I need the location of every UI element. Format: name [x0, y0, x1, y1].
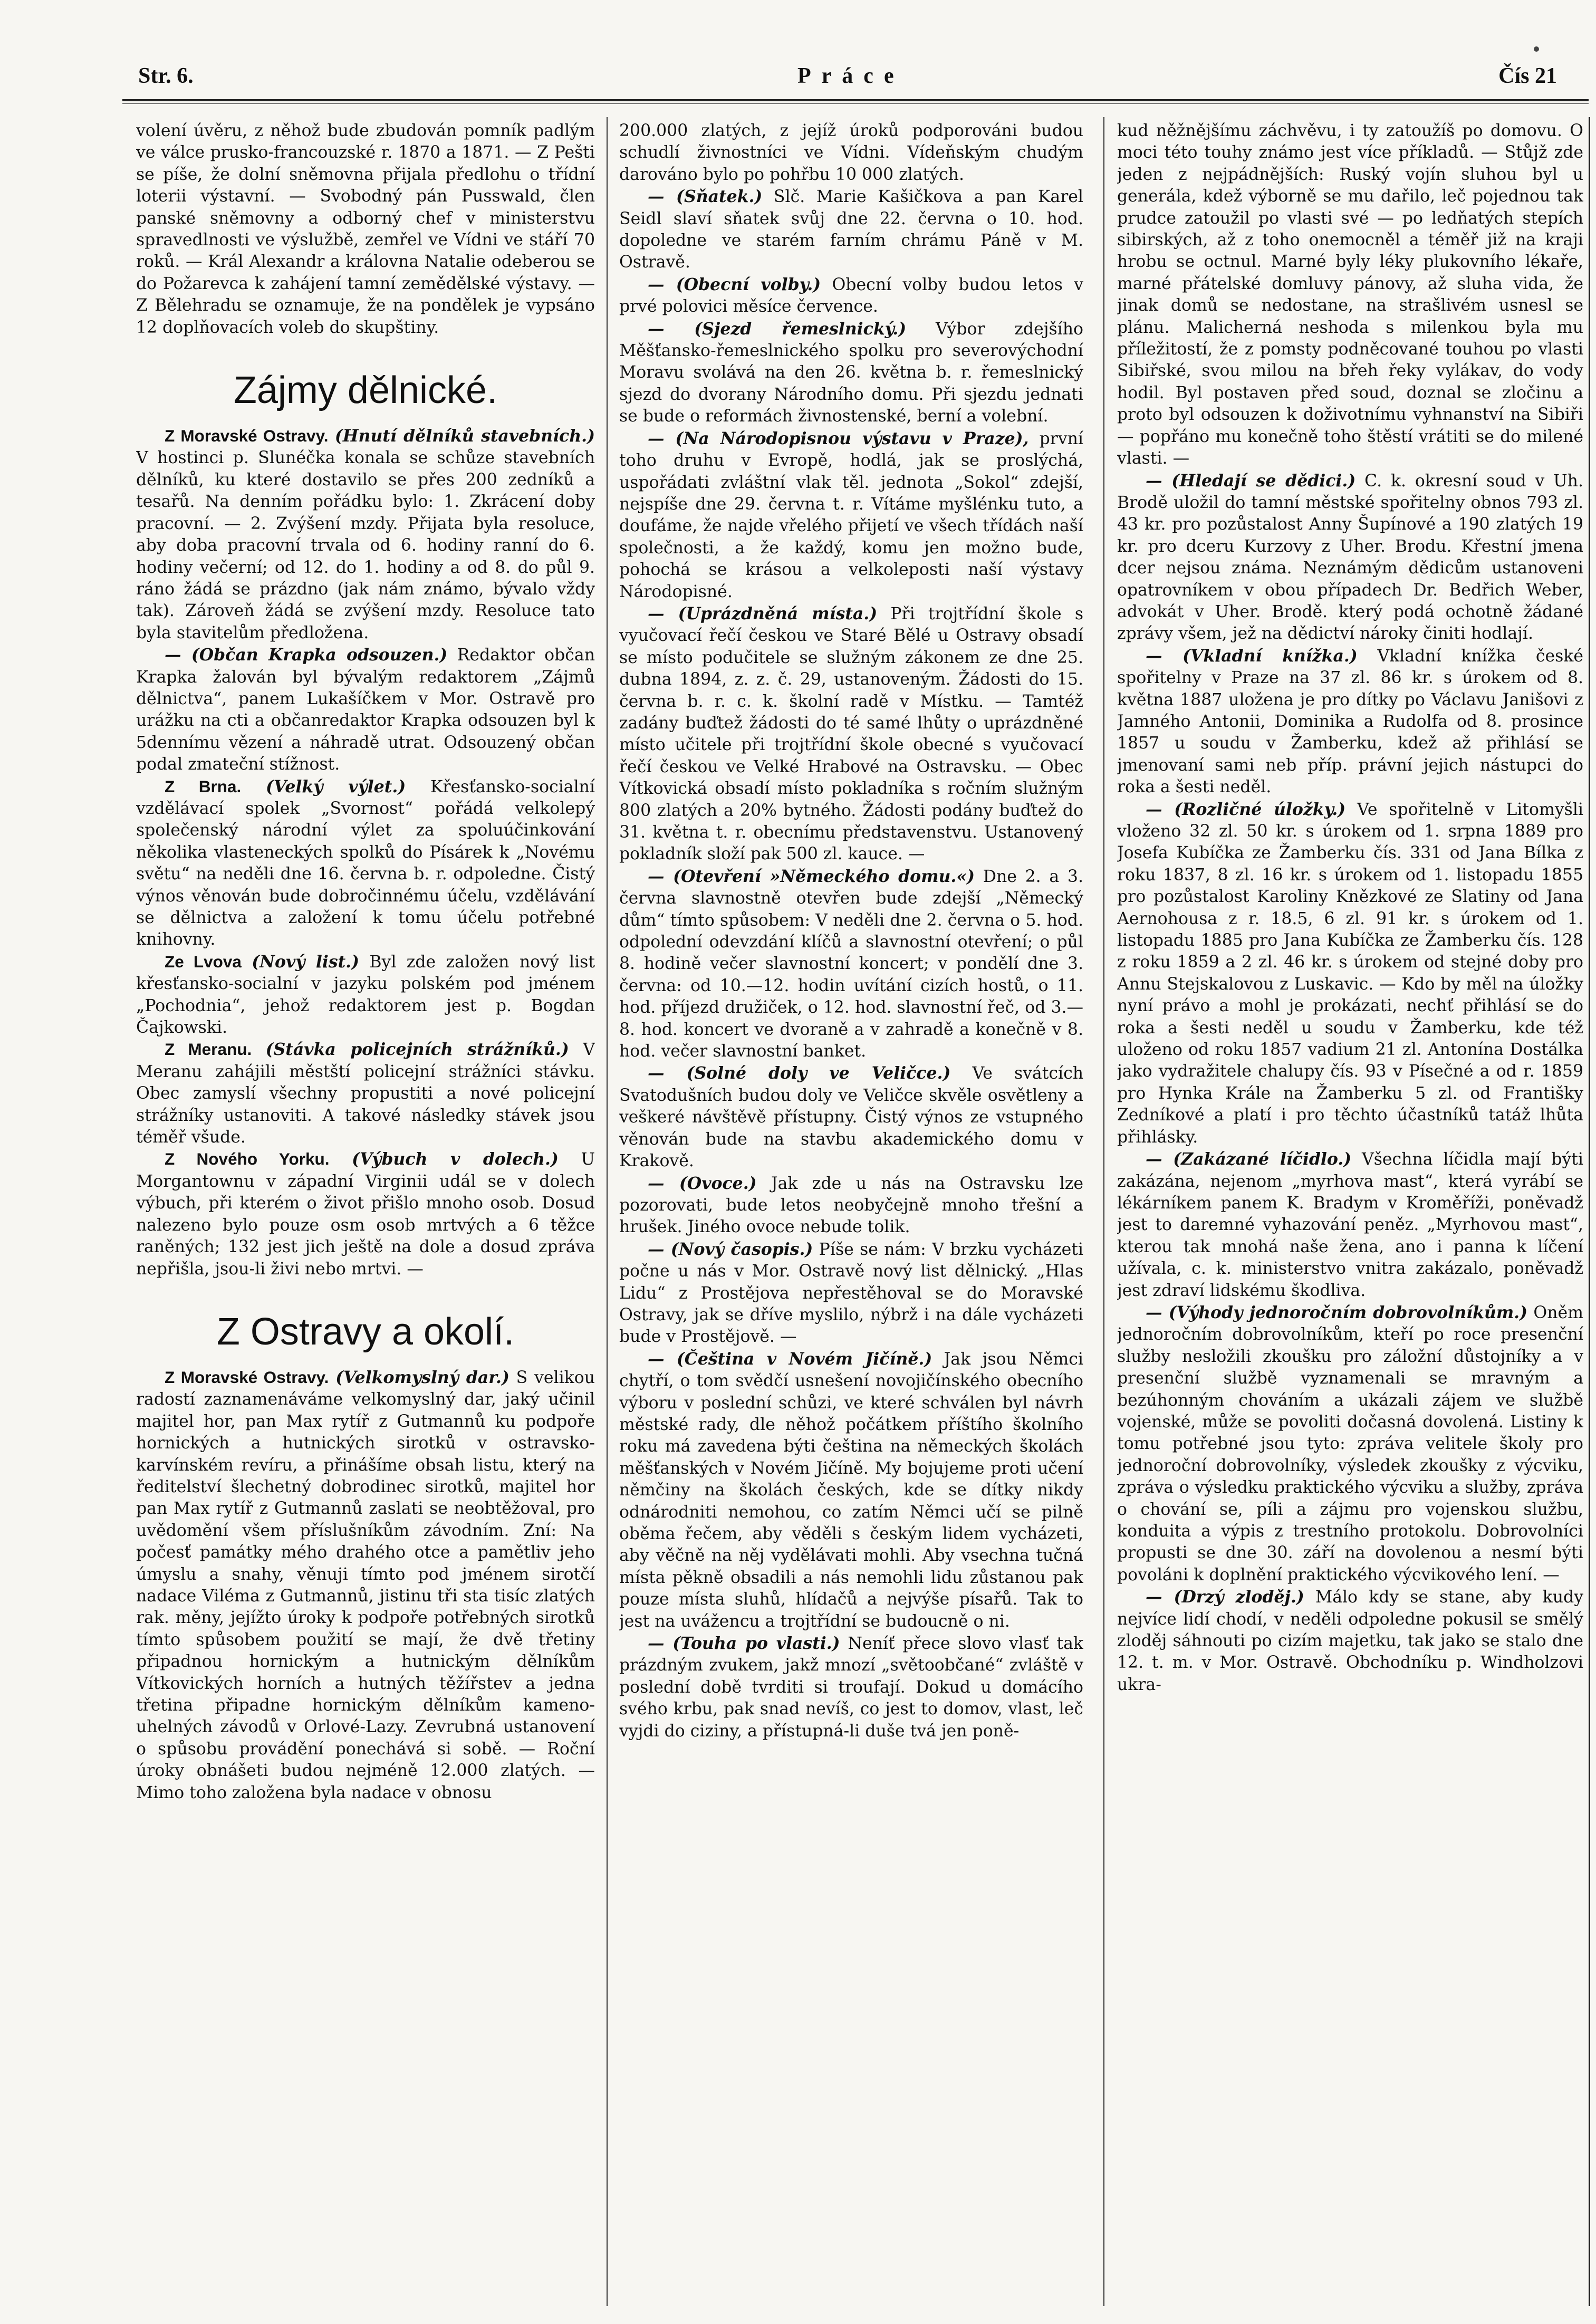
column-divider [1103, 117, 1104, 2306]
article-paragraph [619, 274, 1083, 318]
article-keyword: — (Solné doly ve Veličce.) [648, 1063, 951, 1083]
article-keyword: — (Nový časopis.) [648, 1239, 813, 1259]
article-keyword: — (Vkladní knížka.) [1146, 646, 1358, 666]
header-rule-thin [122, 103, 1589, 104]
article-text: C. k. okresní soud v Uh. Brodě uložil do tamní městské spořitelny obnos 793 zl. 43 kr. pro pozůstalost Anny Šupínové a 190 zlatých 19 kr. pro dceru Kurzovy z Uher. Brodu. Křestní jmena dcer nejsou známa. Neznámým dědicům ustanoveni opatrovníkem v obou případech Dr. Bedřich Weber, advokát v Uher. Brodě. který podá ochotně žádané zprávy všem, jež na dědictví nároky činiti hodlají. [1117, 471, 1583, 644]
article-keyword: — (Touha po vlasti.) [648, 1634, 840, 1654]
article-paragraph: kud něžnějšímu záchvěvu, i ty zatoužíš po domovu. O moci této touhy známo jest více příkladů. — Stůjž zde jeden z nejpádnějších: Ruský vojín sluhou byl u generála, kdež výborně se mu dařilo, leč pojednou tak prudce zatoužil po vlasti své — po ledňatých stepích sibirských, až z toho onemocněl a téměř již na kraji hrobu se octnul. Marné byly léky plukovního lékaře, marné přátelské domluvy pánovy, až sluha vida, že jinak domů se nedostane, na strašlivém usnesl se plánu. Malicherná neshoda s milenkou byla mu příležitostí, že z pomsty podněcované touhou po vlasti Sibiřské, svou milou na břeh řeky vylákav, do vody hodil. Byl postaven před soud, doznal se zločinu a proto byl odsouzen k doživotnímu vyhnanství na Sibiři — popřáno mu konečně toho štěstí vrátiti se do milené vlasti. — [1117, 121, 1583, 468]
article-text: Ve svátcích Svatodušních budou doly ve Veličce skvěle osvětleny a veškeré návštěvě přístupny. Čistý výnos ze vstupného věnován bude na stavbu akademického domu v Krakově. [619, 1064, 1083, 1171]
article-keyword: (Stávka policejních strážníků.) [265, 1040, 569, 1060]
dateline: Ze Lvova [165, 952, 242, 971]
article-text: Oněm jednoročním dobrovolníkům, kteří po roce presenční služby nesložili zkoušku pro záložní důstojníky a v presenční službě vyznamenali se mravným a bezúhonným chováním a ukázali zájem ve službě vojenské, může se povoliti dočasná dovolená. Listiny k tomu potřebné jsou tyto: zpráva velitele školy pro jednoroční dobrovolníky, výsledek zkoušky z výcviku, zpráva o výsledku praktického výcviku a služby, zpráva o chování se, píli a zájmu pro vojenskou službu, konduita a výpis z trestního protokolu. Dobrovolníci propusti se dne 30. září na dovolenou a nesmí býti povoláni k doplnění praktického výcvikového lení. — [1117, 1303, 1583, 1584]
article-keyword: — (Hledají se dědici.) [1146, 470, 1356, 491]
article-paragraph [136, 644, 595, 775]
ink-dot [1534, 46, 1539, 52]
article-keyword: — (Sjezd řemeslnický.) [648, 319, 907, 339]
page-number: Str. 6. [138, 64, 194, 88]
article-paragraph [1117, 470, 1583, 645]
column-2 [619, 120, 1083, 2304]
article-text: Dne 2. a 3. června slavnostně otevřen bude zdejší „Německý dům“ tímto spůsobem: V neděli dne 2. června o 5. hod. odpolední odevzdání klíčů a slavnostní otevření; o půl 8. hodině večer slavnostní koncert; v pondělí dne 3. června: od 10.—12. hodin uvítání cizích hostů, o 11. hod. příjezd družiček, o 12. hod. slavnostní řeč, od 3.—8. hod. koncert ve dvoraně a v zahradě a konečně v 8. hod. večer slavnostní banket. [619, 867, 1083, 1061]
article-keyword: (Velký výlet.) [265, 776, 406, 796]
article-keyword: — (Výhody jednoročním dobrovolníkům.) [1146, 1302, 1528, 1322]
article-text: Výbor zdejšího Měšťansko-řemeslnického spolku pro severovýchodní Moravu svolává na den 26. května b. r. řemeslnický sjezd do dvorany Národního domu. Při sjezdu jednati se bude o reformách živnostenské, berní a volební. [619, 319, 1083, 426]
dateline: Z Moravské Ostravy. [165, 1367, 329, 1387]
article-text: Neníť přece slovo vlasť tak prázdným zvukem, jakž mnozí „světoobčané“ zvláště v poslední době tvrditi si troufají. Dokud u domácího svého krbu, pak snad nevíš, co jest to domov, vlast, leč vyjdi do ciziny, a přístupná-li duše tvá jen poně- [619, 1634, 1083, 1741]
article-paragraph [136, 776, 595, 951]
article-paragraph [619, 866, 1083, 1063]
issue-number: Čís 21 [1498, 64, 1557, 88]
article-paragraph [619, 603, 1083, 866]
article-paragraph [1117, 1302, 1583, 1586]
dateline: Z Moravské Ostravy. [165, 426, 329, 446]
article-paragraph [619, 1632, 1083, 1742]
column-3 [1117, 120, 1583, 2304]
article-paragraph [1117, 1586, 1583, 1696]
section-heading: Zájmy dělnické. [233, 369, 498, 412]
article-text: V Meranu zahájili městští policejní strážníci stávku. Obec zamyslí všechny propustiti a nové policejní strážníky ustanoviti. A takové následky stávek jsou téměř všude. [136, 1040, 595, 1147]
article-text: V hostinci p. Slunéčka konala se schůze stavebních dělníků, ku které dostavilo se přes 200 zedníků a tesařů. Na denním pořádku bylo: 1. Zkrácení doby pracovní. — 2. Zvýšení mzdy. Přijata byla resoluce, aby doba pracovní trvala od 6. hodiny ranní do 6. hodiny večerní; od 12. do 1. hodiny a od 8. do půl 9. ráno žádá se prázdno (jak nám známo, bývalo vždy tak). Zároveň žádá se zvýšení mzdy. Resoluce tato byla stavitelům předložena. [136, 448, 595, 642]
article-paragraph [136, 1367, 595, 1804]
article-keyword: — (Sňatek.) [648, 187, 763, 207]
article-keyword: (Velkomyslný dar.) [335, 1367, 509, 1387]
article-text: U Morgantownu v západní Virginii udál se v dolech výbuch, při kterém o život přišlo mnoho osob. Dosud nalezeno bylo pouze osm osob mrtvých a 6 těžce raněných; 132 jest jich ještě na dole a dosud zpráva nepřišla, jsou-li živi nebo mrtvi. — [136, 1150, 595, 1279]
section-heading: Z Ostravy a okolí. [216, 1310, 515, 1353]
article-keyword: — (Občan Krapka odsouzen.) [165, 645, 448, 665]
article-paragraph [136, 951, 595, 1039]
article-paragraph [619, 186, 1083, 274]
article-paragraph [619, 1173, 1083, 1238]
article-keyword: — (Uprázdněná místa.) [648, 603, 878, 623]
article-keyword: — (Čeština v Novém Jičíně.) [648, 1349, 932, 1369]
article-text: Ve spořitelně v Litomyšli vloženo 32 zl. 50 kr. s úrokem od 1. srpna 1889 pro Josefa Kubíčka ze Žamberku čís. 331 od Jana Bílka z roku 1837, 8 zl. 16 kr. s úrokem od 1. listopadu 1855 pro pozůstalost Karoliny Knězkové ze Slatiny od Jana Aernohousa z r. 18.5, 6 zl. 91 kr. s úrokem od 1. listopadu 1885 pro Jana Kubíčka ze Žamberku čís. 128 z roku 1859 a 2 zl. 46 kr. s úrokem od stejné doby pro Annu Stejskalovou z Luskavic. — Kdo by měl na úložky nyní právo a mohl je prokázati, nechť přihlásí se do roka a šesti neděl u soudu v Žamberku, kde též uloženo od roku 1857 vadium 21 zl. Antonína Dostálka jako vydražitele chalupy čís. 93 v Písečné a od r. 1859 pro Hynka Krále na Žamberku 5 zl. od Františky Zedníkové a platí i pro těchto účastníků tatáž lhůta přihlásky. [1117, 800, 1583, 1147]
dateline: Z Meranu. [165, 1040, 252, 1059]
article-text: Slč. Marie Kašičkova a pan Karel Seidl slaví sňatek svůj dne 22. června o 10. hod. dopoledne ve starém farním chrámu Páně v M. Ostravě. [619, 187, 1083, 272]
article-keyword: — (Rozličné úložky.) [1146, 799, 1346, 819]
article-text: Všechna líčidla mají býti zakázána, nejenom „myrhova mast“, která vyrábí se lékárníkem panem K. Bradym v Kroměříži, poněvadž jest to daremné vyhazování peněz. „Myrhovou mast“, kterou tak mnohá naše žena, ano i panna k líčení užívala, c. k. ministerstvo vnitra zakázalo, poněvadž jest zdraví lidskému škodliva. [1117, 1150, 1583, 1300]
article-keyword: — (Obecní volby.) [648, 274, 821, 294]
page-edge-rule [1589, 117, 1590, 2306]
article-text: Při trojtřídní škole s vyučovací řečí českou ve Staré Bělé u Ostravy obsadí se místo podučitele se služným zákonem ze dne 25. dubna 1894, z. z. č. 29, ustanoveným. Žádosti do 15. června b. r. c. k. školní radě v Místku. — Tamtéž zadány buďtež žádosti do té samé lhůty o uprázdněné místo učitele při trojtřídní škole obecné s vyučovací řečí českou ve Velké Hrabové na Ostravsku. — Obec Vítkovická obsadí místo pokladníka s ročním služným 800 zlatých a 20% bytného. Žádosti podány buďtež do 31. května t. r. obecnímu představenstvu. Ustanovený pokladník složí pak 500 zl. kauce. — [619, 604, 1083, 864]
article-paragraph [1117, 1148, 1583, 1302]
article-keyword: (Výbuch v dolech.) [352, 1149, 559, 1169]
article-text: Redaktor občan Krapka žalován byl bývalým redaktorem „Zájmů dělnictva“, panem Lukašíčkem v Mor. Ostravě pro urážku na cti a občanredaktor Krapka odsouzen byl k 5dennímu vězení a náhradě utrat. Odsouzený občan podal zmateční stížnost. [136, 646, 595, 774]
article-paragraph: 200.000 zlatých, z jejíž úroků podporováni budou schudlí živnostníci ve Vídni. Vídeňským chudým darováno bylo po pohřbu 10 000 zlatých. [619, 121, 1083, 184]
article-paragraph [1117, 645, 1583, 799]
dateline: Z Brna. [165, 776, 242, 796]
article-text: Obecní volby budou letos v prvé polovici měsíce července. [619, 275, 1083, 316]
column-1 [136, 120, 595, 2304]
article-paragraph [619, 318, 1083, 428]
article-paragraph: volení úvěru, z něhož bude zbudován pomník padlým ve válce prusko-francouzské r. 1870 a 1871. — Z Pešti se píše, že dolní sněmovna přijala předlohu o třídní loterii výstavní. — Svobodný pán Pusswald, člen panské sněmovny a odborný chef v ministerstvu spravedlnosti ve výslužbě, zemřel ve Vídni ve stáří 70 roků. — Král Alexandr a královna Natalie odeberou se do Požarevca k zahájení tamní zemědělské výstavy. — Z Bělehradu se oznamuje, že na pondělek je vypsáno 12 doplňovacích voleb do skupštiny. [136, 121, 595, 337]
article-paragraph [619, 1238, 1083, 1348]
article-text: Jak jsou Němci chytří, o tom svědčí usnešení novojičínského obecního výboru v poslední schůzi, ve které schválen byl návrh městské rady, dle něhož počátkem příštího školního roku má zavedena býti čeština na německých školách měšťanských v Novém Jičíně. My bojujeme proti učení němčiny na školách českých, kde se dítky nikdy odnárodniti nemohou, co zatím Němci učí se pilně oběma řečem, aby věděli s českým lidem vycházeti, aby věčně na něj vydělávati mohli. Aby vsechna tučná místa pěkně obsadili a nás nemohli lidu zůstanou pak pouze místa sluhů, hlídačů a nejvýše písařů. Tak to jest na uvážencu a trojtřídní se budoucně o ni. [619, 1349, 1083, 1631]
article-paragraph [619, 428, 1083, 603]
article-text: Píše se nám: V brzku vycházeti počne u nás v Mor. Ostravě nový list dělnický. „Hlas Lidu“ z Prostějova nepřestěhoval se do Moravské Ostravy, jak se dříve myslilo, nýbrž i na dále vycházeti bude v Prostějově. — [619, 1240, 1083, 1347]
newspaper-title: Práce [797, 64, 905, 88]
article-text: S velikou radostí zaznamenáváme velkomyslný dar, jaký učinil majitel hor, pan Max rytíř z Gutmannů ku podpoře hornických a hutnických sirotků v ostravsko-karvínském revíru, a přinášíme obsah listu, který na ředitelství šlechetný dobrodinec sirotků, majitel hor pan Max rytíř z Gutmannů zaslati se neobtěžoval, pro uvědomění všem příslušníkům závodním. Zní: Na počesť památky mého drahého otce a pamětliv jeho úmyslu a snahy, věnuji tímto pod jménem sirotčí nadace Viléma z Gutmannů, jistinu tři sta tisíc zlatých rak. měny, jejížto úroky k podpoře potřebných sirotků tímto spůsobem použití se mají, že dvě třetiny připadnou hornickým a hutnickým dělníkům Vítkovických horních a hutných těžířstev a jedna třetina připadne hornickým dělníkům kameno-uhelných závodů v Orlové-Lazy. Zevrubná ustanovení o spůsobu provádění ponechává si sobě. — Roční úroky obnášeti budou nejméně 12.000 zlatých. — Mimo toho založena byla nadace v obnosu [136, 1368, 595, 1802]
article-keyword: (Hnutí dělníků stavebních.) [334, 426, 595, 446]
article-text: Vkladní knížka české spořitelny v Praze na 37 zl. 86 kr. s úrokem od 8. května 1887 uložena je pro dítky po Václavu Janišovi z Jamného Antonii, Dominika a Rudolfa od 8. prosince 1857 u soudu v Žamberku, kdež až přihlásí se jmenovaní sami neb příp. právní jejich nástupci do roka a šesti neděl. [1117, 646, 1583, 797]
dateline: Z Nového Yorku. [165, 1149, 330, 1169]
article-keyword: — (Zakázané líčidlo.) [1146, 1149, 1352, 1169]
article-text: Křesťansko-socialní vzdělávací spolek „Svornost“ pořádá velkolepý společenský národní výlet za spoluúčinkování několika vlasteneckých spolků do Písárek k „Novému světu“ na neděli dne 16. června b. r. odpoledne. Čistý výnos věnován bude dobročinnému účelu, vzdělávání se dělnictva a založení k tomu účelu potřebné knihovny. [136, 777, 595, 949]
article-keyword: — (Na Národopisnou výstavu v Praze), [648, 428, 1029, 448]
column-divider [607, 117, 608, 2306]
article-text: Byl zde založen nový list křesťansko-socialní v jazyku polském pod jménem „Pochodnia“, jehož redaktorem jest p. Bogdan Čajkowski. [136, 952, 595, 1038]
article-paragraph [619, 1062, 1083, 1172]
article-paragraph [136, 425, 595, 644]
article-paragraph [619, 1348, 1083, 1632]
article-paragraph [136, 1148, 595, 1280]
article-text: první toho druhu v Evropě, hodlá, jak se proslýchá, uspořádati zvláštní vlak těl. jednota „Sokol“ zdejší, nejspíše dne 29. června t. r. Vítáme myšlénku tuto, a doufáme, že najde vřelého přijetí ve všech třídách naší společnosti, a že každý, komu jen možno bude, pohochá se krásou a velkoleposti naší výstavy Národopisné. [619, 429, 1083, 601]
article-paragraph [136, 1039, 595, 1148]
article-keyword: — (Otevření »Německého domu.«) [648, 866, 975, 886]
header-rule [122, 99, 1589, 101]
article-keyword: — (Ovoce.) [648, 1173, 757, 1193]
article-keyword: — (Drzý zloděj.) [1146, 1587, 1304, 1607]
article-text: Málo kdy se stane, aby kudy nejvíce lidí chodí, v neděli odpoledne pokusil se smělý zloděj sáhnouti po cizím majetku, tak jako se stalo dne 12. t. m. v Mor. Ostravě. Obchodníku p. Windholzovi ukra- [1117, 1588, 1583, 1694]
article-text: Jak zde u nás na Ostravsku lze pozorovati, bude letos neobyčejně mnoho třešní a hrušek. Jiného ovoce nebude tolik. [619, 1174, 1083, 1237]
article-keyword: (Nový list.) [252, 952, 359, 972]
page-header [122, 63, 1596, 100]
article-paragraph [1117, 799, 1583, 1149]
